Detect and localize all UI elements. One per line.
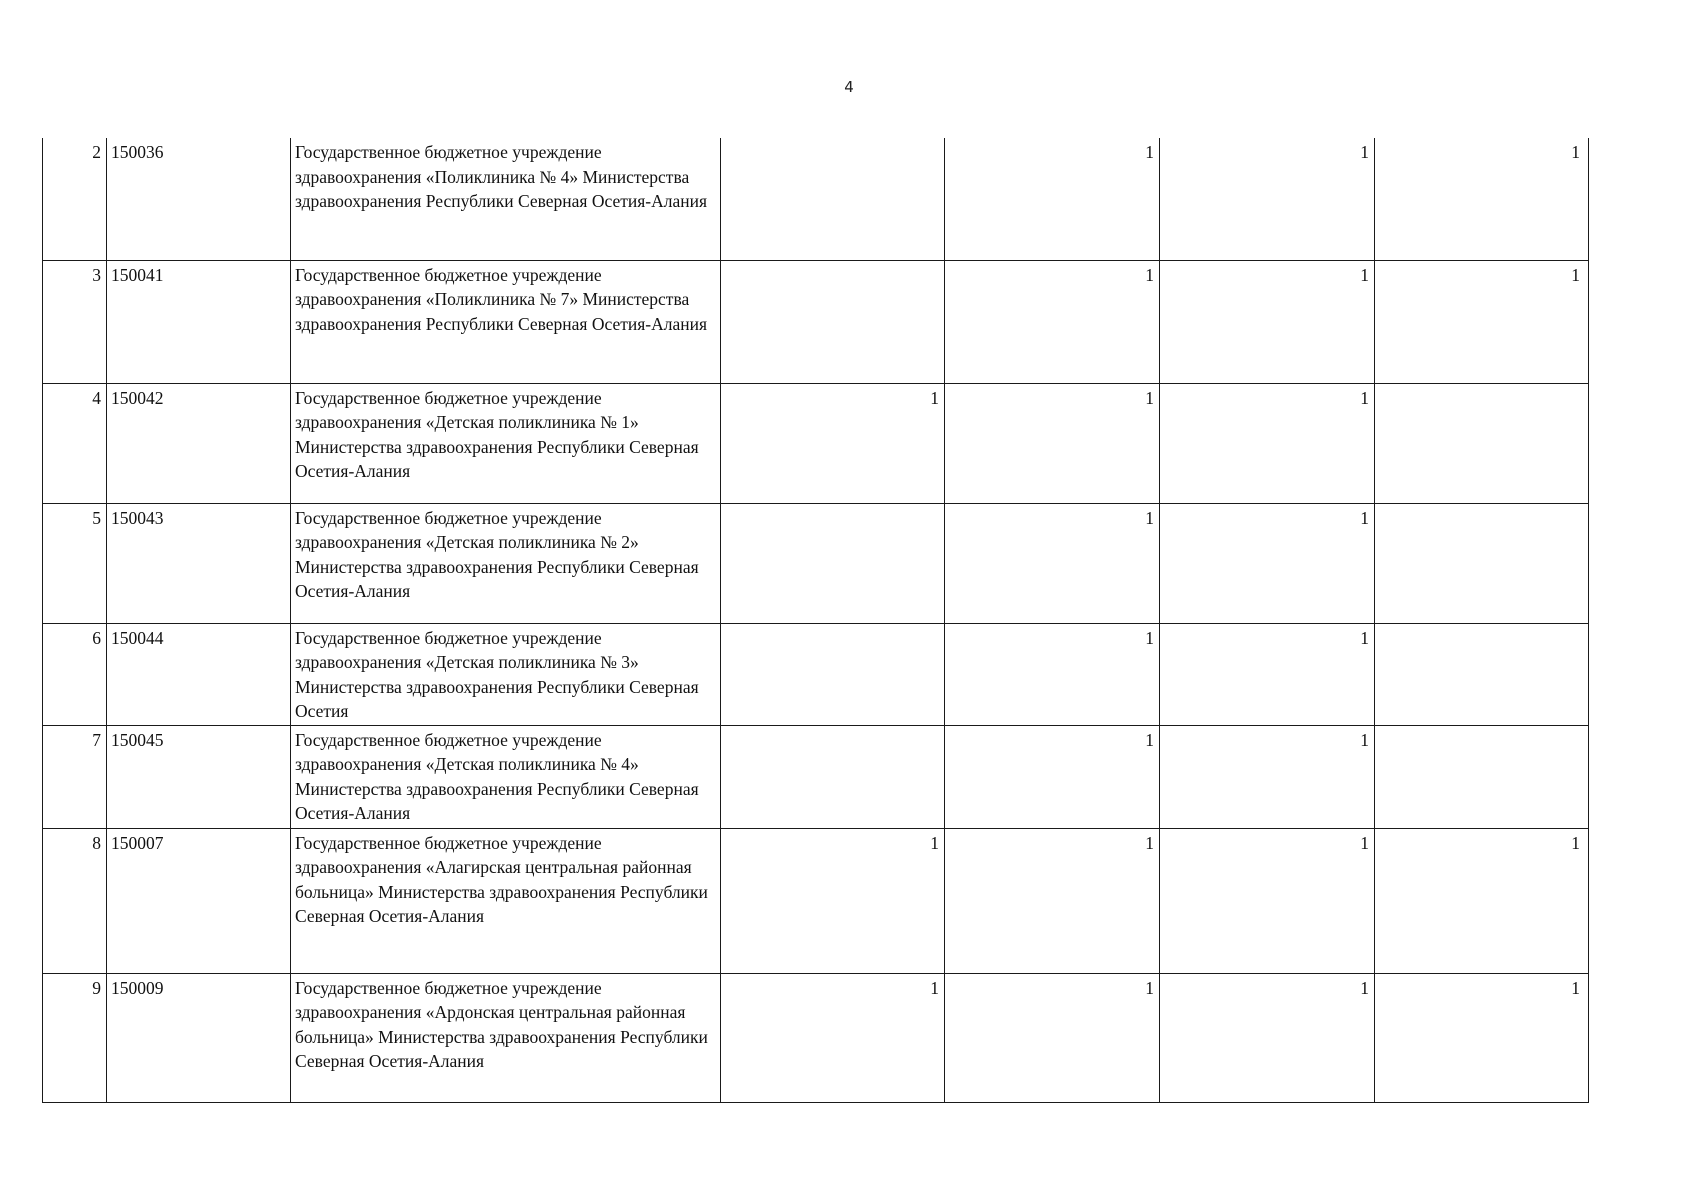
mark-cell-col4	[721, 260, 945, 383]
organization-code: 150007	[107, 828, 291, 973]
page-number: 4	[844, 78, 854, 96]
organization-code: 150044	[107, 623, 291, 725]
mark-cell-col7: 1	[1375, 973, 1589, 1102]
organization-name: Государственное бюджетное учреждение здравоохранения «Ардонская центральная районная больница» Министерства здравоохранения Республики Северная Осетия-Алания	[291, 973, 721, 1102]
organization-code: 150041	[107, 260, 291, 383]
table-row	[43, 623, 1589, 725]
table-row	[43, 383, 1589, 503]
mark-cell-col5: 1	[945, 138, 1160, 260]
mark-cell-col6: 1	[1160, 623, 1375, 725]
row-number: 6	[43, 623, 107, 725]
organization-name: Государственное бюджетное учреждение здравоохранения «Поликлиника № 7» Министерства здравоохранения Республики Северная Осетия-Алания	[291, 260, 721, 383]
mark-cell-col5: 1	[945, 260, 1160, 383]
organization-name: Государственное бюджетное учреждение здравоохранения «Детская поликлиника № 3» Министерства здравоохранения Республики Северная Осетия	[291, 623, 721, 725]
row-number: 3	[43, 260, 107, 383]
table-row	[43, 973, 1589, 1102]
mark-cell-col6: 1	[1160, 725, 1375, 828]
organization-code: 150042	[107, 383, 291, 503]
mark-cell-col5: 1	[945, 828, 1160, 973]
table-row	[43, 725, 1589, 828]
mark-cell-col5: 1	[945, 503, 1160, 623]
mark-cell-col7	[1375, 725, 1589, 828]
row-number: 5	[43, 503, 107, 623]
organization-name: Государственное бюджетное учреждение здравоохранения «Детская поликлиника № 4» Министерства здравоохранения Республики Северная Осетия-Алания	[291, 725, 721, 828]
row-number: 4	[43, 383, 107, 503]
row-number: 2	[43, 138, 107, 260]
mark-cell-col5: 1	[945, 623, 1160, 725]
row-number: 8	[43, 828, 107, 973]
organization-code: 150036	[107, 138, 291, 260]
table-row	[43, 260, 1589, 383]
organization-code: 150045	[107, 725, 291, 828]
mark-cell-col6: 1	[1160, 383, 1375, 503]
mark-cell-col7: 1	[1375, 260, 1589, 383]
mark-cell-col6: 1	[1160, 260, 1375, 383]
mark-cell-col4: 1	[721, 383, 945, 503]
organization-name: Государственное бюджетное учреждение здравоохранения «Алагирская центральная районная больница» Министерства здравоохранения Республики Северная Осетия-Алания	[291, 828, 721, 973]
registry-table	[42, 138, 1589, 1103]
table-row	[43, 828, 1589, 973]
mark-cell-col4	[721, 503, 945, 623]
organization-name: Государственное бюджетное учреждение здравоохранения «Детская поликлиника № 1» Министерства здравоохранения Республики Северная Осетия-Алания	[291, 383, 721, 503]
mark-cell-col4	[721, 138, 945, 260]
organization-name: Государственное бюджетное учреждение здравоохранения «Поликлиника № 4» Министерства здравоохранения Республики Северная Осетия-Алания	[291, 138, 721, 260]
table-row	[43, 138, 1589, 260]
mark-cell-col4	[721, 725, 945, 828]
mark-cell-col5: 1	[945, 383, 1160, 503]
table-row	[43, 503, 1589, 623]
organization-code: 150009	[107, 973, 291, 1102]
mark-cell-col4	[721, 623, 945, 725]
mark-cell-col7: 1	[1375, 828, 1589, 973]
mark-cell-col5: 1	[945, 973, 1160, 1102]
row-number: 7	[43, 725, 107, 828]
mark-cell-col7	[1375, 503, 1589, 623]
mark-cell-col4: 1	[721, 828, 945, 973]
mark-cell-col5: 1	[945, 725, 1160, 828]
row-number: 9	[43, 973, 107, 1102]
mark-cell-col6: 1	[1160, 503, 1375, 623]
mark-cell-col4: 1	[721, 973, 945, 1102]
mark-cell-col7	[1375, 383, 1589, 503]
mark-cell-col6: 1	[1160, 138, 1375, 260]
organization-name: Государственное бюджетное учреждение здравоохранения «Детская поликлиника № 2» Министерства здравоохранения Республики Северная Осетия-Алания	[291, 503, 721, 623]
mark-cell-col7: 1	[1375, 138, 1589, 260]
organization-code: 150043	[107, 503, 291, 623]
mark-cell-col7	[1375, 623, 1589, 725]
mark-cell-col6: 1	[1160, 973, 1375, 1102]
mark-cell-col6: 1	[1160, 828, 1375, 973]
